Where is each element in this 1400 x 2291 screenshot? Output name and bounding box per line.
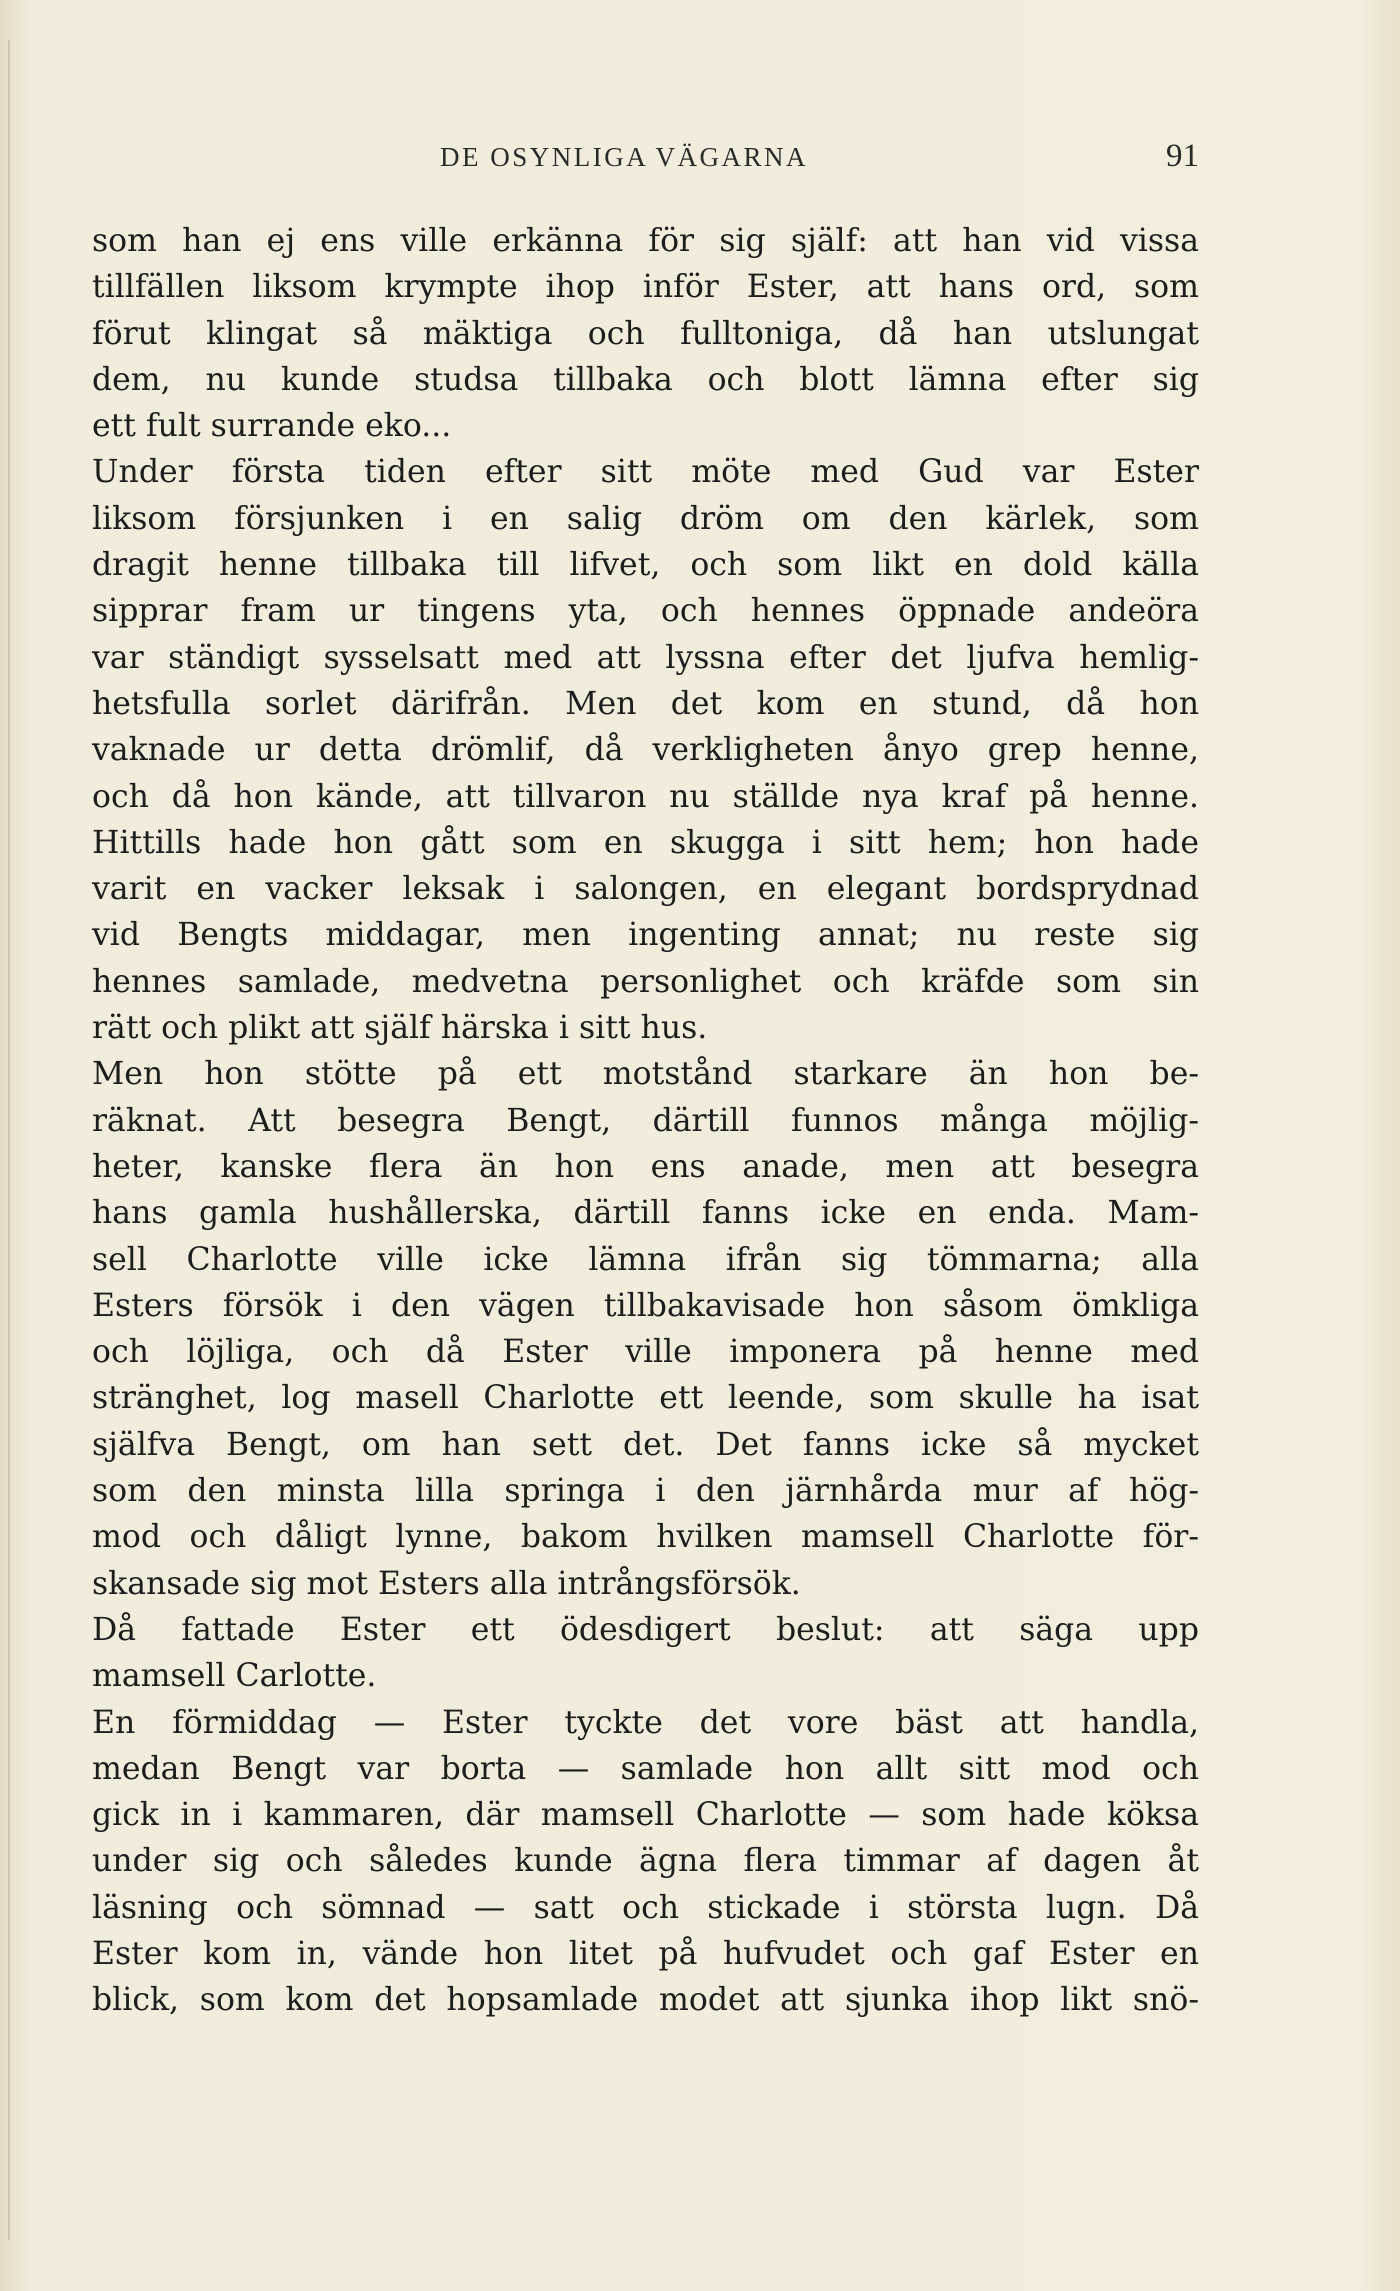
text-line: var ständigt sysselsatt med att lyssna efter det ljufva hemlig- <box>92 639 1199 676</box>
text-line: mamsell Carlotte. <box>92 1658 377 1695</box>
text-line: och löjliga, och då Ester ville imponera på henne med <box>92 1334 1199 1371</box>
text-line: sell Charlotte ville icke lämna ifrån sig tömmarna; alla <box>92 1241 1199 1278</box>
text-line: tillfällen liksom krympte ihop inför Ester, att hans ord, som <box>92 269 1199 306</box>
text-line: läsning och sömnad — satt och stickade i största lugn. Då <box>92 1889 1199 1926</box>
text-line: heter, kanske flera än hon ens anade, men att besegra <box>92 1148 1199 1185</box>
text-line: som den minsta lilla springa i den järnhårda mur af hög- <box>92 1473 1199 1510</box>
text-line: Då fattade Ester ett ödesdigert beslut: att säga upp <box>92 1611 1199 1648</box>
text-line: själfva Bengt, om han sett det. Det fanns icke så mycket <box>92 1426 1199 1463</box>
text-line: varit en vacker leksak i salongen, en elegant bordsprydnad <box>92 871 1199 908</box>
text-line: hennes samlade, medvetna personlighet och kräfde som sin <box>92 963 1199 1000</box>
text-line: dem, nu kunde studsa tillbaka och blott lämna efter sig <box>92 361 1199 398</box>
text-line: räknat. Att besegra Bengt, därtill funnos många möjlig- <box>92 1102 1199 1139</box>
text-line: medan Bengt var borta — samlade hon allt sitt mod och <box>92 1750 1199 1787</box>
text-line: blick, som kom det hopsamlade modet att sjunka ihop likt snö- <box>92 1982 1199 2019</box>
text-line: vaknade ur detta drömlif, då verkligheten ånyo grep henne, <box>92 732 1199 769</box>
text-line: sipprar fram ur tingens yta, och hennes öppnade andeöra <box>92 593 1199 630</box>
text-line: Men hon stötte på ett motstånd starkare än hon be- <box>92 1056 1199 1093</box>
text-line: och då hon kände, att tillvaron nu ställde nya kraf på henne. <box>92 778 1199 815</box>
text-line: Hittills hade hon gått som en skugga i sitt hem; hon hade <box>92 824 1199 861</box>
text-line: stränghet, log masell Charlotte ett leende, som skulle ha isat <box>92 1380 1199 1417</box>
text-line: gick in i kammaren, där mamsell Charlotte — som hade köksa <box>92 1797 1199 1834</box>
text-line: rätt och plikt att själf härska i sitt hus. <box>92 1010 708 1047</box>
text-line: mod och dåligt lynne, bakom hvilken mamsell Charlotte för- <box>92 1519 1199 1556</box>
text-line: hans gamla hushållerska, därtill fanns icke en enda. Mam- <box>92 1195 1199 1232</box>
page-header <box>92 138 1199 182</box>
text-line: dragit henne tillbaka till lifvet, och som likt en dold källa <box>92 547 1199 584</box>
text-line: Ester kom in, vände hon litet på hufvudet och gaf Ester en <box>92 1935 1199 1972</box>
text-line: skansade sig mot Esters alla intrångsförsök. <box>92 1565 801 1602</box>
text-line: under sig och således kunde ägna flera timmar af dagen åt <box>92 1843 1199 1880</box>
text-line: hetsfulla sorlet därifrån. Men det kom en stund, då hon <box>92 685 1199 722</box>
text-line: förut klingat så mäktiga och fulltoniga, då han utslungat <box>92 315 1199 352</box>
text-line: liksom försjunken i en salig dröm om den kärlek, som <box>92 500 1199 537</box>
page-number: 91 <box>1166 138 1199 174</box>
text-line: En förmiddag — Ester tyckte det vore bäst att handla, <box>92 1704 1199 1741</box>
text-line: Under första tiden efter sitt möte med Gud var Ester <box>92 454 1199 491</box>
text-line: som han ej ens ville erkänna för sig själf: att han vid vissa <box>92 223 1199 259</box>
text-line: vid Bengts middagar, men ingenting annat; nu reste sig <box>92 917 1199 954</box>
page-edge-shadow <box>8 40 10 2240</box>
text-line: Esters försök i den vägen tillbakavisade hon såsom ömkliga <box>92 1287 1199 1324</box>
body-text <box>92 218 1199 2024</box>
text-line: ett fult surrande eko... <box>92 408 452 445</box>
running-title: DE OSYNLIGA VÄGARNA <box>440 142 809 172</box>
